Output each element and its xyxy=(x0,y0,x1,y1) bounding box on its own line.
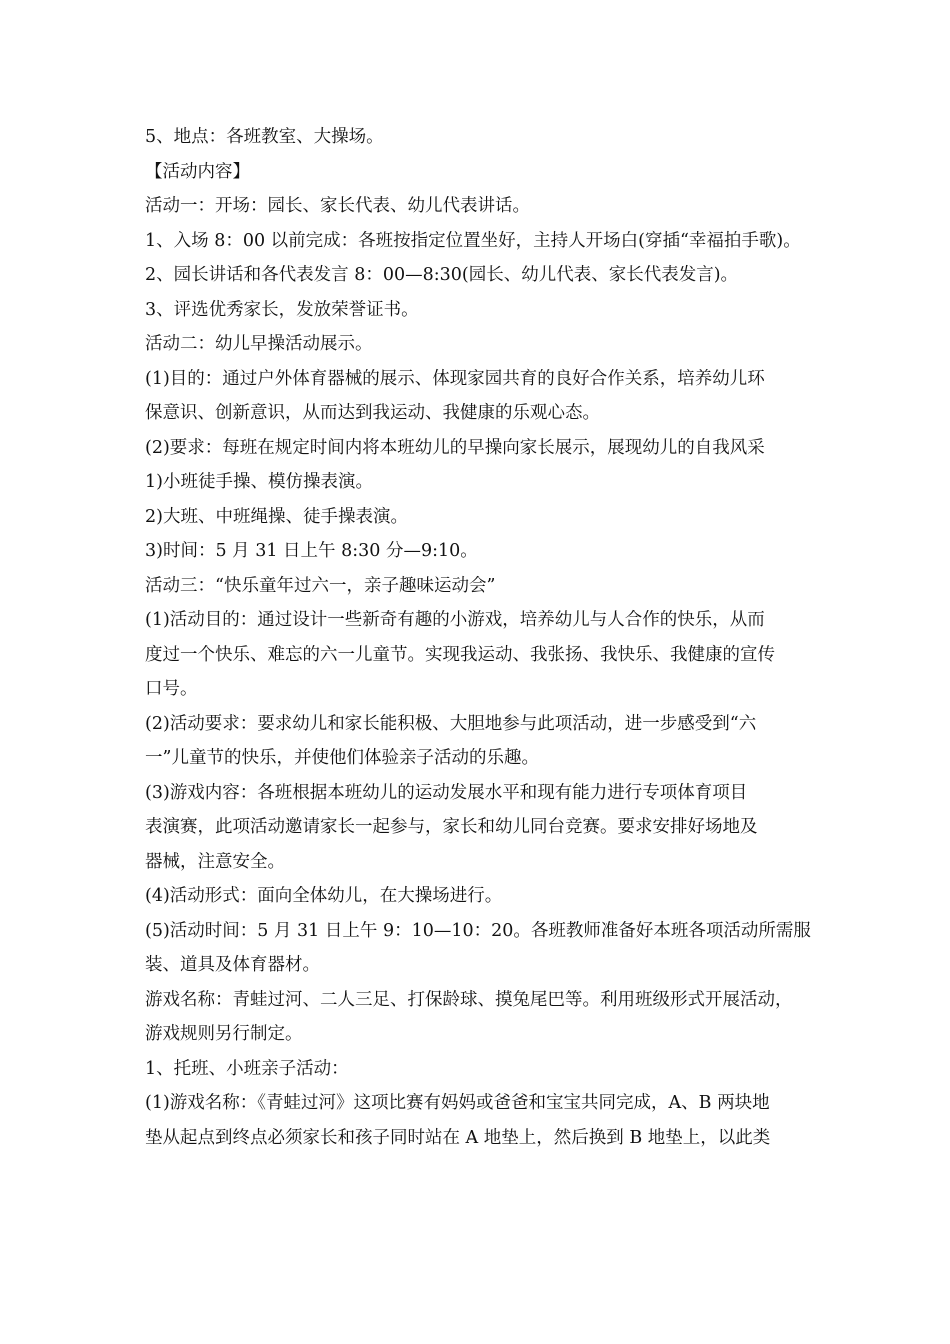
text-line: 口号。 xyxy=(145,679,198,699)
text-line: 3)时间：5 月 31 日上午 8:30 分—9:10。 xyxy=(145,541,478,561)
text-line-toddler-activity: 1、托班、小班亲子活动： xyxy=(145,1058,349,1079)
text-line: 游戏规则另行制定。 xyxy=(145,1024,303,1044)
text-line: 1、入场 8：00 以前完成：各班按指定位置坐好，主持人开场白(穿插“幸福拍手歌)。 xyxy=(145,230,801,251)
text-line-location: 5、地点：各班教室、大操场。 xyxy=(145,127,384,147)
text-line: 度过一个快乐、难忘的六一儿童节。实现我运动、我张扬、我快乐、我健康的宣传 xyxy=(145,644,775,665)
text-line: 器械，注意安全。 xyxy=(145,851,285,872)
text-line: 垫从起点到终点必须家长和孩子同时站在 A 地垫上，然后换到 B 地垫上，以此类 xyxy=(145,1127,771,1148)
text-line: (4)活动形式：面向全体幼儿，在大操场进行。 xyxy=(145,886,503,906)
text-line: 2)大班、中班绳操、徒手操表演。 xyxy=(145,506,408,527)
text-line: (1)活动目的：通过设计一些新奇有趣的小游戏，培养幼儿与人合作的快乐，从而 xyxy=(145,610,765,630)
text-line: (2)要求：每班在规定时间内将本班幼儿的早操向家长展示，展现幼儿的自我风采 xyxy=(145,437,765,458)
section-heading-activity-content: 【活动内容】 xyxy=(145,161,250,182)
text-line: 保意识、创新意识，从而达到我运动、我健康的乐观心态。 xyxy=(145,403,600,423)
text-line: 装、道具及体育器材。 xyxy=(145,955,320,975)
text-line: (1)目的：通过户外体育器械的展示、体现家园共育的良好合作关系，培养幼儿环 xyxy=(145,368,765,389)
text-line-activity-1: 活动一：开场：园长、家长代表、幼儿代表讲话。 xyxy=(145,196,530,216)
document-body xyxy=(145,120,815,1155)
text-line: 3、评选优秀家长，发放荣誉证书。 xyxy=(145,299,419,320)
text-line: (5)活动时间：5 月 31 日上午 9：10—10：20。各班教师准备好本班各项活动所需服 xyxy=(145,920,811,941)
text-line: 1)小班徒手操、模仿操表演。 xyxy=(145,472,373,492)
text-line: 一”儿童节的快乐，并使他们体验亲子活动的乐趣。 xyxy=(145,748,539,768)
text-line: 2、园长讲话和各代表发言 8：00—8:30(园长、幼儿代表、家长代表发言)。 xyxy=(145,265,739,285)
text-line: (3)游戏内容：各班根据本班幼儿的运动发展水平和现有能力进行专项体育项目 xyxy=(145,782,748,803)
text-line: (1)游戏名称：《青蛙过河》这项比赛有妈妈或爸爸和宝宝共同完成，A、B 两块地 xyxy=(145,1093,770,1113)
text-line: (2)活动要求：要求幼儿和家长能积极、大胆地参与此项活动，进一步感受到“六 xyxy=(145,713,757,734)
text-line: 表演赛，此项活动邀请家长一起参与，家长和幼儿同台竞赛。要求安排好场地及 xyxy=(145,817,758,837)
text-line-activity-2: 活动二：幼儿早操活动展示。 xyxy=(145,334,373,354)
text-line-game-names: 游戏名称：青蛙过河、二人三足、打保龄球、摸兔尾巴等。利用班级形式开展活动， xyxy=(145,989,793,1010)
text-line-activity-3: 活动三：“快乐童年过六一，亲子趣味运动会” xyxy=(145,575,496,596)
